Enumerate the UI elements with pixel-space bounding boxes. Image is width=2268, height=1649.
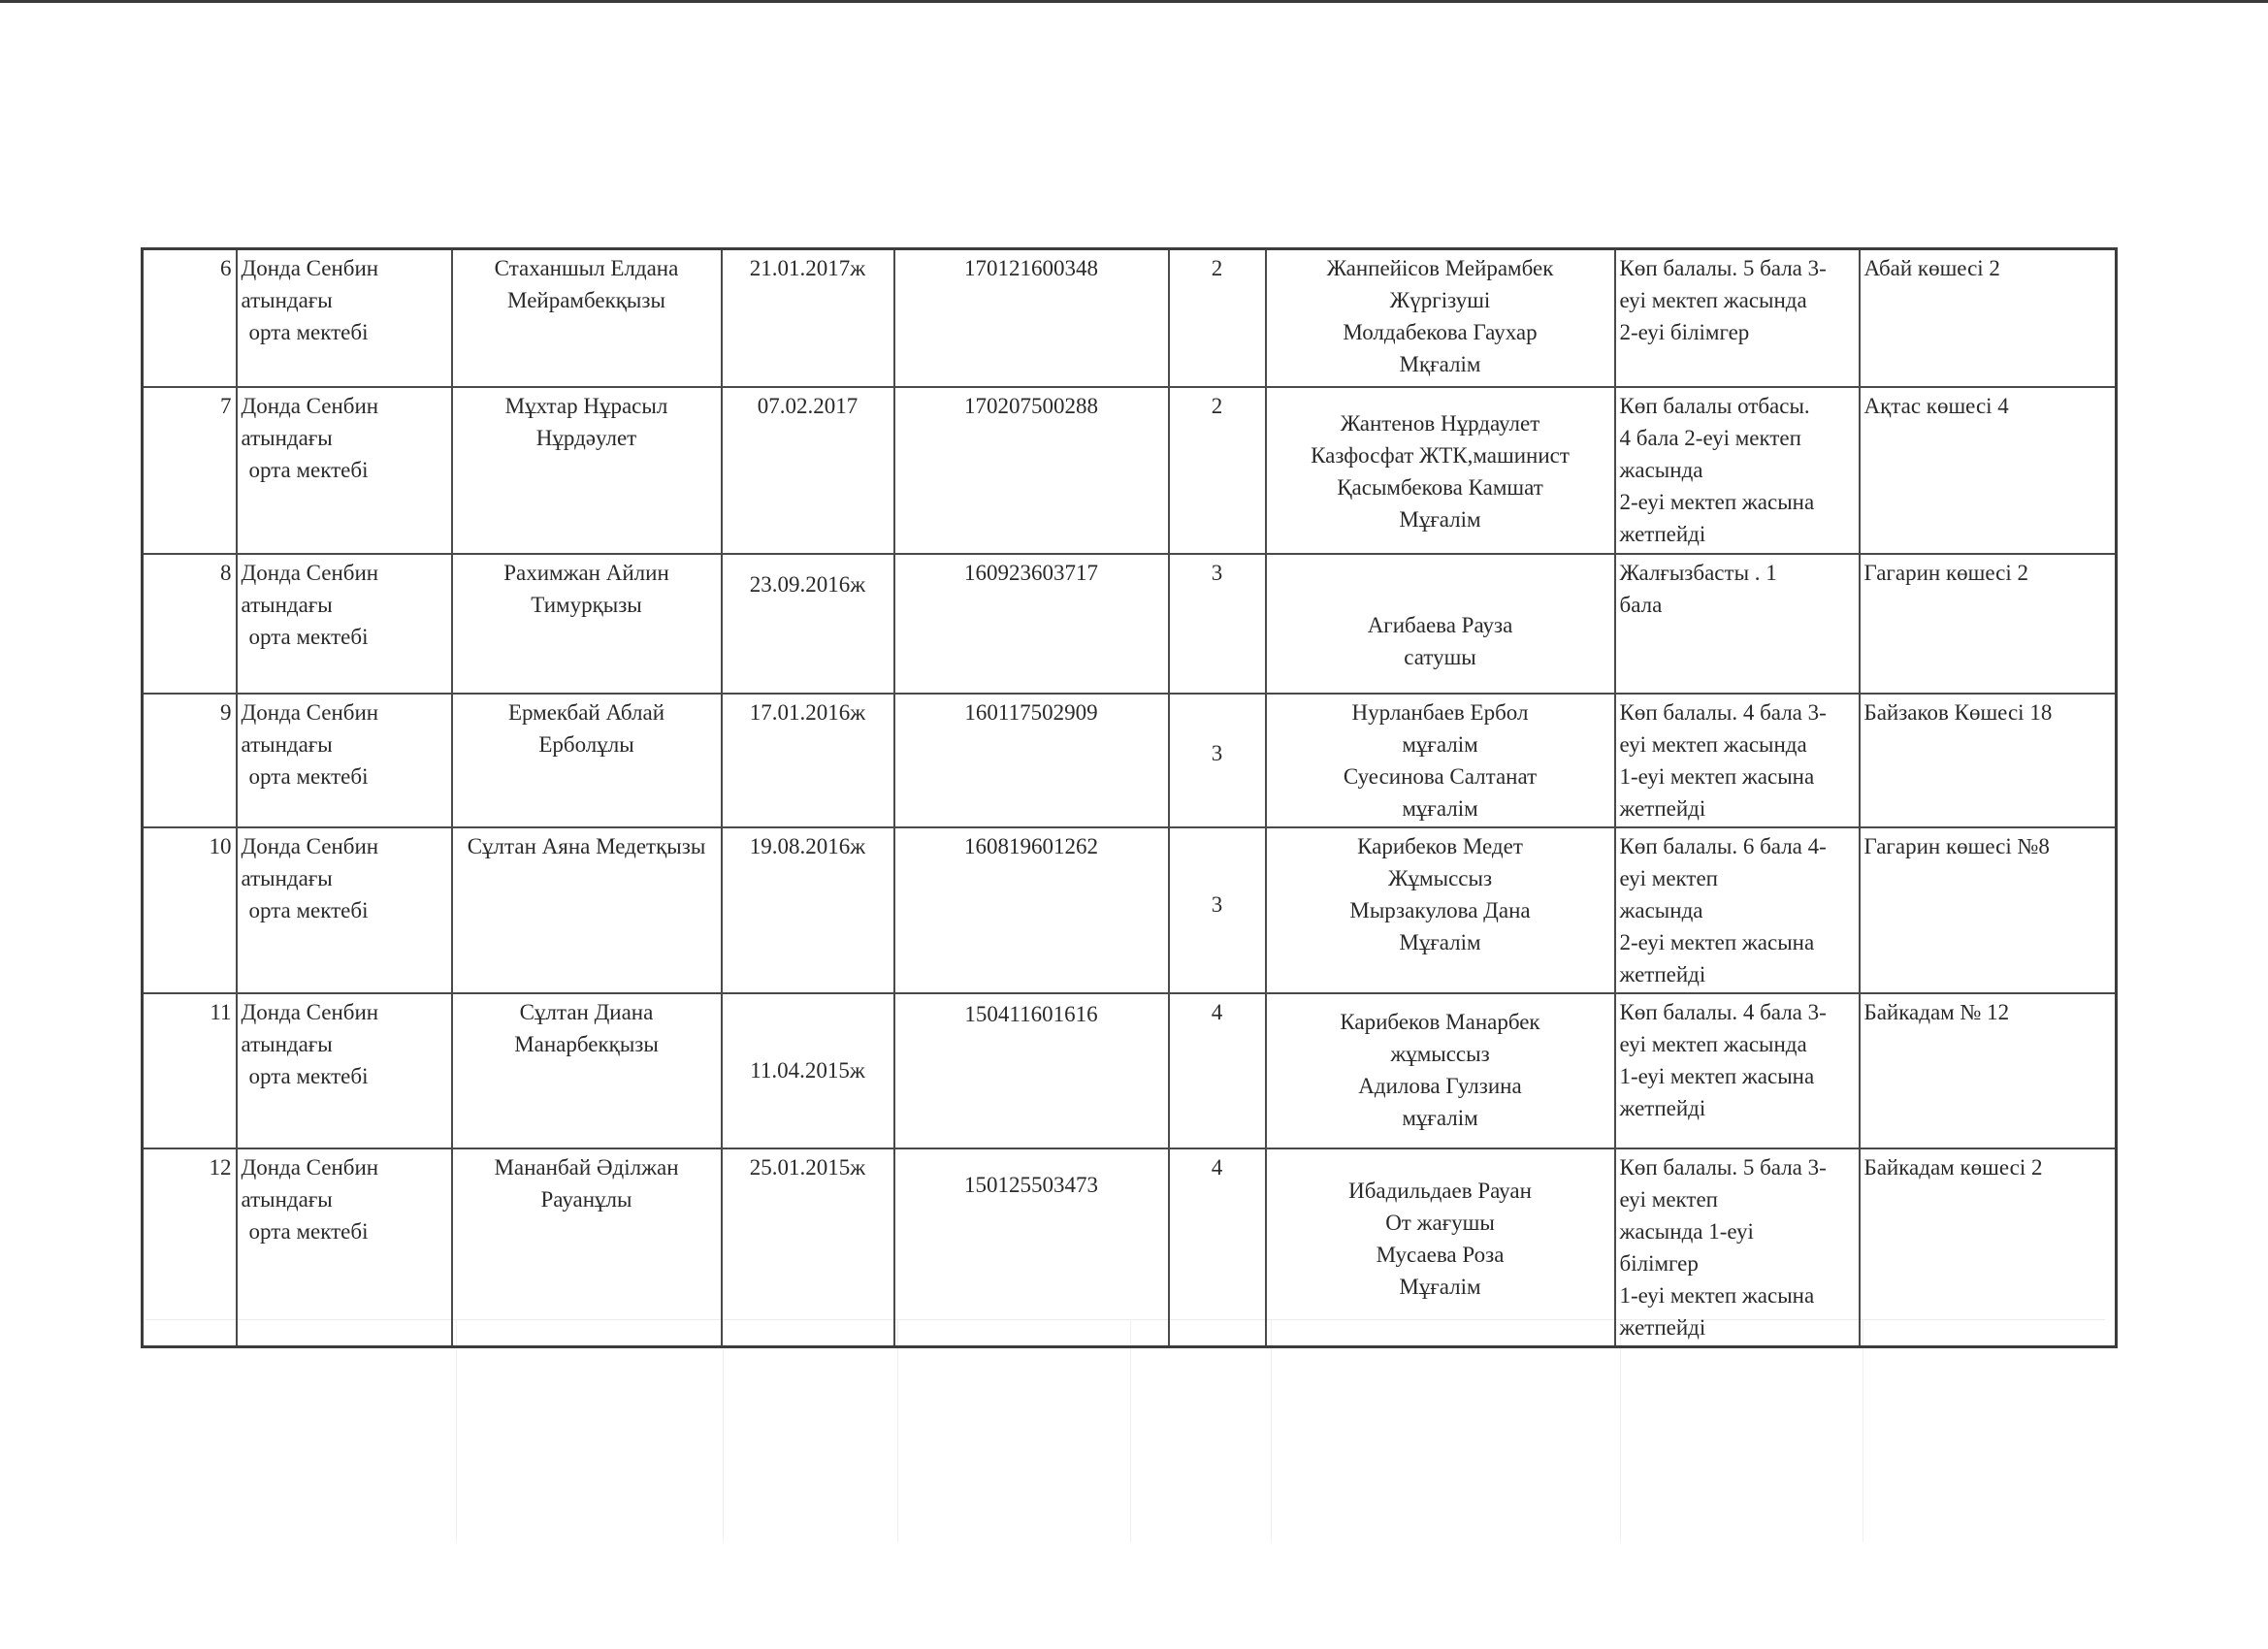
parent-line: Адилова Гулзина: [1358, 1073, 1522, 1098]
parent-line: Мусаева Роза: [1376, 1242, 1505, 1267]
birth-date-cell: 17.01.2016ж: [722, 694, 894, 827]
scan-bleed-line: [897, 1319, 898, 1542]
parent-line: Ибадильдаев Рауан: [1348, 1178, 1532, 1203]
iin-cell: 160923603717: [894, 554, 1169, 694]
parent-line: Жанпейісов Мейрамбек: [1326, 256, 1554, 280]
parent-line: Мұғалім: [1399, 506, 1481, 532]
count-cell: 2: [1169, 387, 1266, 554]
count-cell: 3: [1169, 827, 1266, 993]
parents-cell: [1266, 694, 1615, 827]
school-line: атындағы: [241, 865, 333, 890]
birth-date-cell: 23.09.2016ж: [722, 554, 894, 694]
scan-bleed-line: [456, 1319, 457, 1542]
count-cell: 2: [1169, 249, 1266, 387]
school-line: орта мектебі: [248, 897, 369, 922]
iin-cell: 170207500288: [894, 387, 1169, 554]
table-row: [143, 554, 2117, 694]
table-row: [143, 993, 2117, 1148]
iin-cell: 150125503473: [894, 1148, 1169, 1347]
family-status-cell: Көп балалы. 6 бала 4- еуі мектеп жасында 2-еуі мектеп жасына жетпейді: [1615, 827, 1860, 993]
parent-line: Мұғалім: [1399, 1274, 1481, 1299]
child-name-line: Рахимжан Айлин: [503, 560, 669, 585]
address-cell: Ақтас көшесі 4: [1860, 387, 2117, 554]
school-line: орта мектебі: [248, 1218, 369, 1244]
count-cell: 4: [1169, 993, 1266, 1148]
child-name-cell: [452, 1148, 722, 1347]
school-line: атындағы: [241, 592, 333, 617]
school-line: орта мектебі: [248, 763, 369, 789]
school-cell: [237, 249, 452, 387]
parents-cell: [1266, 554, 1615, 694]
parent-line: Жантенов Нұрдаулет: [1340, 410, 1540, 436]
child-name-line: Манарбекқызы: [514, 1031, 659, 1056]
school-cell: [237, 694, 452, 827]
count-cell: 3: [1169, 554, 1266, 694]
parent-line: сатушы: [1404, 644, 1476, 669]
school-cell: [237, 387, 452, 554]
row-number-cell: 6: [143, 249, 237, 387]
table-row: [143, 694, 2117, 827]
address-cell: Гагарин көшесі 2: [1860, 554, 2117, 694]
parents-cell: [1266, 249, 1615, 387]
row-number-cell: 12: [143, 1148, 237, 1347]
family-status-cell: Көп балалы. 4 бала 3- еуі мектеп жасында 1-еуі мектеп жасына жетпейді: [1615, 993, 1860, 1148]
child-name-line: Сұлтан Аяна Медетқызы: [467, 833, 706, 858]
scan-bleed-line: [1130, 1319, 1131, 1542]
address-cell: Гагарин көшесі №8: [1860, 827, 2117, 993]
address-cell: Байкадам № 12: [1860, 993, 2117, 1148]
family-status-cell: Көп балалы. 5 бала 3- еуі мектеп жасында 2-еуі білімгер: [1615, 249, 1860, 387]
scan-bleed-line: [1271, 1319, 1272, 1542]
school-line: атындағы: [241, 1031, 333, 1056]
address-cell: Байкадам көшесі 2: [1860, 1148, 2117, 1347]
school-line: Донда Сенбин: [241, 256, 379, 280]
parent-line: Жұмыссыз: [1387, 865, 1493, 890]
child-name-cell: [452, 387, 722, 554]
child-name-cell: [452, 993, 722, 1148]
family-status-cell: Жалғызбасты . 1 бала: [1615, 554, 1860, 694]
parent-line: Молдабекова Гаухар: [1343, 320, 1538, 344]
parent-line: Нурланбаев Ербол: [1351, 699, 1529, 725]
parent-line: Мқғалім: [1399, 352, 1481, 376]
parent-line: мұғалім: [1402, 795, 1478, 821]
parents-cell: [1266, 387, 1615, 554]
birth-date-cell: 19.08.2016ж: [722, 827, 894, 993]
parent-line: Суесинова Салтанат: [1343, 763, 1538, 789]
child-name-line: Нұрдәулет: [535, 425, 637, 450]
table-row: [143, 827, 2117, 993]
parent-line: Карибеков Медет: [1357, 833, 1523, 858]
row-number-cell: 7: [143, 387, 237, 554]
child-name-line: Мананбай Әділжан: [494, 1154, 679, 1180]
school-line: атындағы: [241, 1186, 333, 1212]
school-line: Донда Сенбин: [241, 560, 379, 585]
parent-line: От жағушы: [1385, 1210, 1495, 1235]
birth-date-cell: 11.04.2015ж: [722, 993, 894, 1148]
table-row: [143, 249, 2117, 387]
iin-cell: 160117502909: [894, 694, 1169, 827]
count-cell: 3: [1169, 694, 1266, 827]
parent-line: Агибаева Рауза: [1367, 612, 1513, 637]
child-name-cell: [452, 554, 722, 694]
birth-date-cell: 25.01.2015ж: [722, 1148, 894, 1347]
school-line: орта мектебі: [248, 320, 369, 344]
scan-bleed-through: [146, 1319, 2105, 1543]
school-line: орта мектебі: [248, 457, 369, 482]
family-status-cell: Көп балалы отбасы. 4 бала 2-еуі мектеп жасында 2-еуі мектеп жасына жетпейді: [1615, 387, 1860, 554]
scan-bleed-line: [723, 1319, 724, 1542]
child-name-cell: [452, 694, 722, 827]
school-cell: [237, 554, 452, 694]
iin-cell: 160819601262: [894, 827, 1169, 993]
parent-line: Жүргізуші: [1389, 288, 1491, 312]
school-cell: [237, 1148, 452, 1347]
parent-line: мұғалім: [1402, 1105, 1478, 1130]
school-line: орта мектебі: [248, 624, 369, 649]
scan-top-edge: [0, 0, 2268, 3]
table-row: [143, 1148, 2117, 1347]
parent-line: Қасымбекова Камшат: [1337, 474, 1543, 500]
school-line: атындағы: [241, 731, 333, 757]
parent-line: жұмыссыз: [1390, 1041, 1490, 1066]
address-cell: Абай көшесі 2: [1860, 249, 2117, 387]
child-name-line: Мұхтар Нұрасыл: [504, 393, 668, 418]
child-name-line: Сұлтан Диана: [519, 999, 654, 1024]
birth-date-cell: 07.02.2017: [722, 387, 894, 554]
address-cell: Байзаков Көшесі 18: [1860, 694, 2117, 827]
table-row: [143, 387, 2117, 554]
school-line: Донда Сенбин: [241, 999, 379, 1024]
row-number-cell: 11: [143, 993, 237, 1148]
child-name-line: Ерболұлы: [538, 731, 634, 757]
birth-date-cell: 21.01.2017ж: [722, 249, 894, 387]
school-line: атындағы: [241, 288, 333, 312]
family-status-cell: Көп балалы. 4 бала 3- еуі мектеп жасында 1-еуі мектеп жасына жетпейді: [1615, 694, 1860, 827]
parent-line: Мырзакулова Дана: [1349, 897, 1531, 922]
child-name-line: Ермекбай Аблай: [507, 699, 665, 725]
child-name-cell: [452, 827, 722, 993]
parent-line: мұғалім: [1402, 731, 1478, 757]
child-name-cell: [452, 249, 722, 387]
count-cell: 4: [1169, 1148, 1266, 1347]
row-number-cell: 8: [143, 554, 237, 694]
parent-line: Мұғалім: [1399, 929, 1481, 954]
school-line: Донда Сенбин: [241, 833, 379, 858]
school-line: Донда Сенбин: [241, 699, 379, 725]
scan-bleed-line: [1620, 1319, 1621, 1542]
parent-line: Карибеков Манарбек: [1340, 1009, 1540, 1034]
parents-cell: [1266, 1148, 1615, 1347]
child-name-line: Мейрамбекқызы: [507, 288, 665, 312]
child-name-line: Стаханшыл Елдана: [494, 256, 679, 280]
iin-cell: 170121600348: [894, 249, 1169, 387]
iin-cell: 150411601616: [894, 993, 1169, 1148]
row-number-cell: 10: [143, 827, 237, 993]
school-line: Донда Сенбин: [241, 393, 379, 418]
row-number-cell: 9: [143, 694, 237, 827]
children-register-table: [141, 247, 2118, 1348]
school-line: орта мектебі: [248, 1063, 369, 1088]
parents-cell: [1266, 827, 1615, 993]
family-status-cell: Көп балалы. 5 бала 3- еуі мектеп жасында 1-еуі білімгер 1-еуі мектеп жасына жетпейді: [1615, 1148, 1860, 1347]
school-cell: [237, 993, 452, 1148]
school-cell: [237, 827, 452, 993]
school-line: атындағы: [241, 425, 333, 450]
child-name-line: Тимурқызы: [531, 592, 642, 617]
child-name-line: Рауанұлы: [540, 1186, 632, 1212]
parent-line: Казфосфат ЖТК,машинист: [1311, 442, 1570, 468]
school-line: Донда Сенбин: [241, 1154, 379, 1180]
parents-cell: [1266, 993, 1615, 1148]
